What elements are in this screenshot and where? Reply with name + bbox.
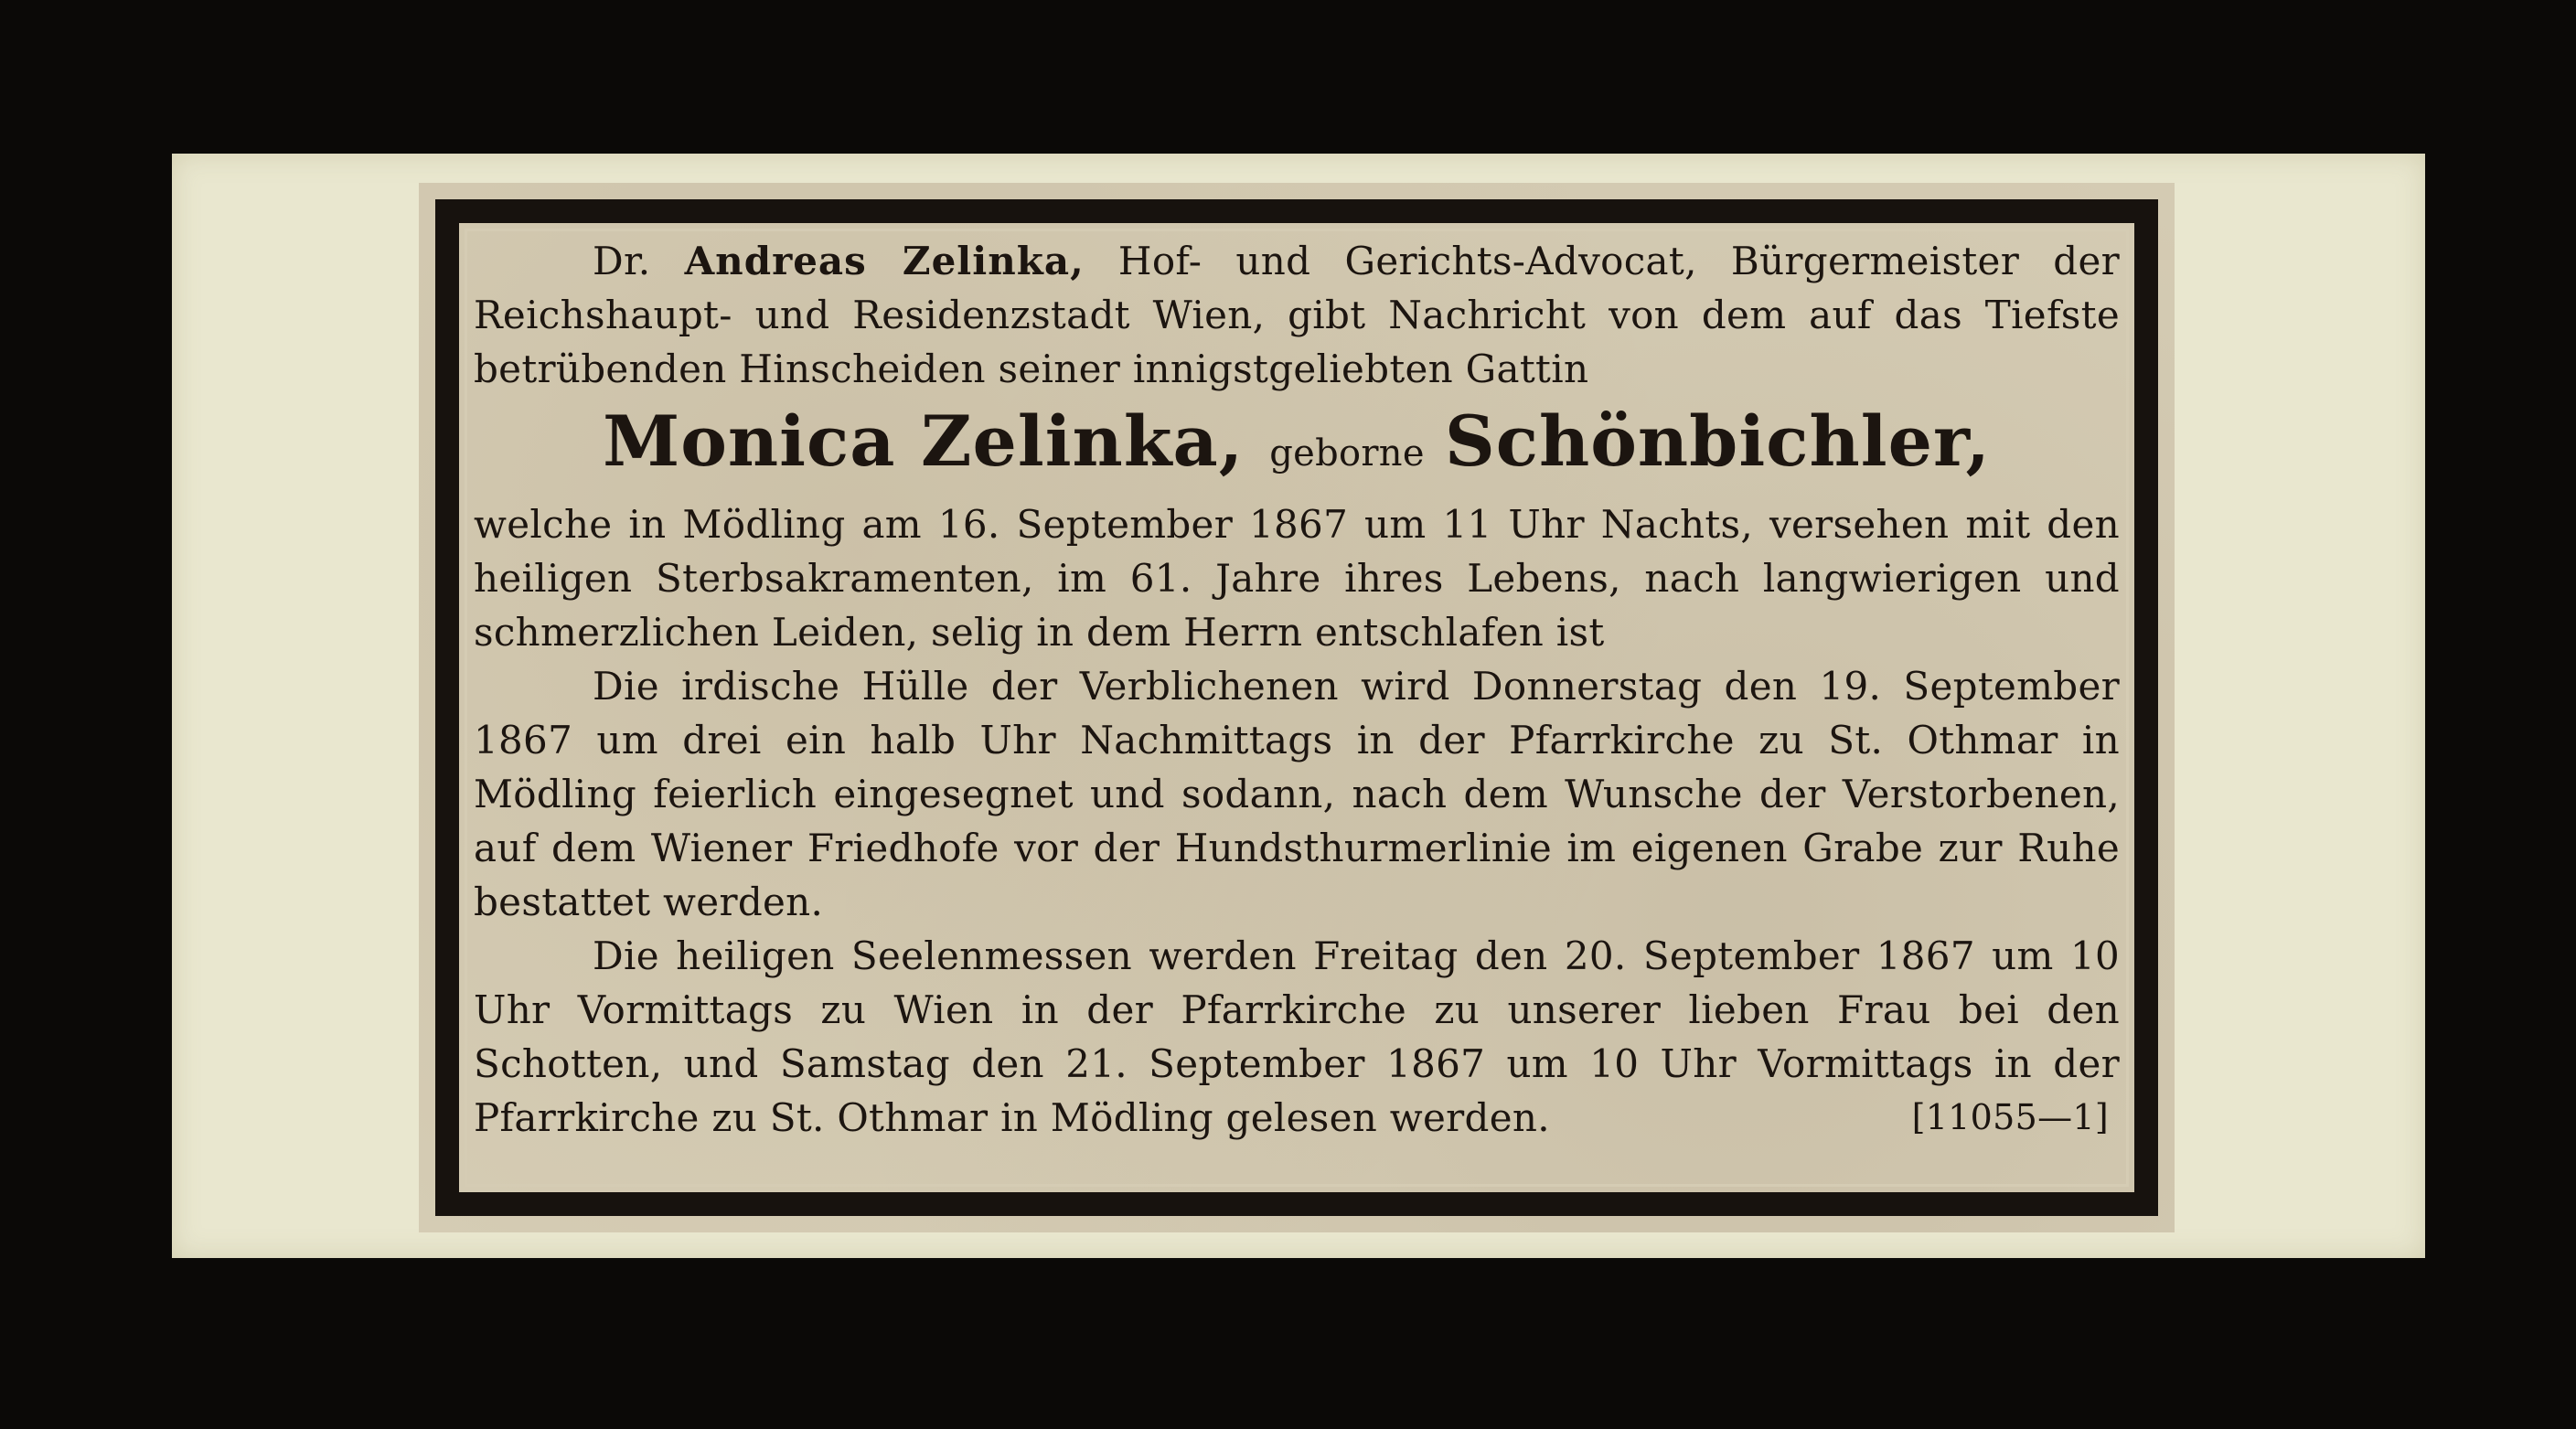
mounting-card [172,154,2425,1258]
newspaper-clipping [419,183,2175,1232]
intro-prefix: Dr. [593,239,651,283]
funeral-paragraph: Die irdische Hülle der Verblichenen wird Donnerstag den 19. September 1867 um drei ein halb Uhr Nachmittags in der Pfarrkirche zu St. Othmar in Mödling feierlich eingesegnet und sodann, nach dem Wunsche der Verstorbenen, auf dem Wiener Friedhofe vor der Hundsthurmerlinie im eigenen Grabe zur Ruhe bestattet werden. [474,664,2120,924]
masses-text: Die heiligen Seelenmessen werden Freitag den 20. September 1867 um 10 Uhr Vormittags zu Wien in der Pfarrkirche zu unserer lieben Frau bei den Schotten, und Samstag den 21. September 1867 um 10 Uhr Vormittags in der Pfarrkirche zu St. Othmar in Mödling gelesen werden. [474,933,2120,1140]
deceased-name: Monica Zelinka, [603,400,1245,482]
obituary-text [474,234,2120,1181]
deceased-name-line [474,400,2120,492]
reference-number: [11055—1] [1911,1097,2109,1137]
death-details-paragraph: welche in Mödling am 16. September 1867 um 11 Uhr Nachts, versehen mit den heiligen Sterbsakramenten, im 61. Jahre ihres Lebens, nach langwierigen und schmerzlichen Leiden, selig in dem Herrn entschlafen ist [474,502,2120,655]
author-name: Andreas Zelinka, [684,239,1085,283]
intro-paragraph [474,234,2120,396]
masses-paragraph [474,929,2120,1145]
intro-text: Hof- und Gerichts-Advocat, Bürgermeister der Reichshaupt- und Residenzstadt Wien, gibt Nachricht von dem auf das Tiefste betrübenden Hinscheiden seiner innigstgeliebten Gattin [474,239,2120,391]
maiden-name: Schönbichler, [1444,400,1991,482]
geborne-label: geborne [1269,432,1425,475]
